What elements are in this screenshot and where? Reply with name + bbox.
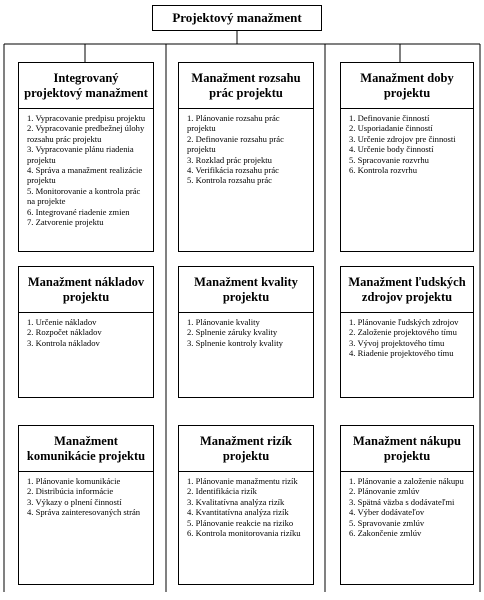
card-time-management	[340, 62, 474, 252]
list-item: 3. Splnenie kontroly kvality	[187, 337, 283, 348]
list-item: 1. Plánovanie kvality	[187, 317, 260, 327]
list-item: 1. Plánovanie manažmentu rizík	[187, 476, 298, 486]
card-title: Manažment kvality projektu	[179, 267, 313, 313]
list-item: 5. Plánovanie reakcie na riziko	[187, 517, 294, 528]
list-item: 6. Integrované riadenie zmien	[27, 206, 130, 217]
list-item: 6. Kontrola rozvrhu	[349, 165, 418, 176]
list-item: 3. Rozklad prác projektu	[187, 154, 272, 165]
card-cost-management	[18, 266, 154, 398]
list-item: 3. Spätná väzba s dodávateľmi	[349, 496, 455, 507]
card-scope-management	[178, 62, 314, 252]
list-item: 5. Monitorovanie a kontrola prác na projekte	[27, 185, 141, 207]
list-item: 1. Plánovanie rozsahu prác projektu	[187, 113, 280, 134]
list-item: 2. Distribúcia informácie	[27, 486, 114, 497]
card-items	[27, 476, 147, 518]
list-item: 4. Verifikácia rozsahu prác	[187, 165, 279, 176]
card-items	[187, 317, 307, 348]
card-integrated-management	[18, 62, 154, 252]
list-item: 5. Spravovanie zmlúv	[349, 517, 425, 528]
card-quality-management	[178, 266, 314, 398]
list-item: 7. Zatvorenie projektu	[27, 217, 104, 228]
list-item: 1. Plánovanie komunikácie	[27, 476, 121, 486]
card-procurement-management	[340, 425, 474, 585]
list-item: 2. Usporiadanie činností	[349, 123, 433, 134]
list-item: 4. Výber dodávateľov	[349, 507, 425, 518]
card-risk-management	[178, 425, 314, 585]
list-item: 2. Splnenie záruky kvality	[187, 327, 278, 338]
list-item: 4. Riadenie projektového tímu	[349, 348, 454, 359]
list-item: 2. Plánovanie zmlúv	[349, 486, 420, 497]
list-item: 6. Zakončenie zmlúv	[349, 528, 422, 539]
list-item: 5. Spracovanie rozvrhu	[349, 154, 429, 165]
list-item: 2. Rozpočet nákladov	[27, 327, 102, 338]
list-item: 1. Plánovanie a založenie nákupu	[349, 476, 464, 486]
list-item: 4. Určenie body činností	[349, 144, 434, 155]
list-item: 1. Definovanie činností	[349, 113, 430, 123]
list-item: 2. Vypracovanie predbežnej úlohy rozsahu prác projektu	[27, 123, 145, 144]
card-items	[27, 113, 147, 227]
list-item: 4. Správa zainteresovaných strán	[27, 507, 141, 518]
card-items	[187, 113, 307, 186]
root-node: Projektový manažment	[152, 5, 322, 31]
card-title: Manažment doby projektu	[341, 63, 473, 109]
list-item: 3. Kontrola nákladov	[27, 337, 100, 348]
list-item: 2. Identifikácia rizík	[187, 486, 257, 497]
list-item: 3. Vývoj projektového tímu	[349, 337, 445, 348]
card-human-resources-management	[340, 266, 474, 398]
card-items	[349, 476, 467, 538]
list-item: 4. Správa a manažment realizácie projektu	[27, 165, 143, 186]
list-item: 2. Založenie projektového tímu	[349, 327, 457, 338]
card-title: Manažment ľudských zdrojov projektu	[341, 267, 473, 313]
list-item: 6. Kontrola monitorovania rizíku	[187, 528, 301, 539]
card-items	[187, 476, 307, 538]
card-items	[349, 317, 467, 359]
card-communication-management	[18, 425, 154, 585]
list-item: 3. Kvalitatívna analýza rizík	[187, 496, 285, 507]
card-title: Manažment rizík projektu	[179, 426, 313, 472]
list-item: 5. Kontrola rozsahu prác	[187, 175, 272, 186]
card-title: Manažment komunikácie projektu	[19, 426, 153, 472]
card-title: Manažment nákladov projektu	[19, 267, 153, 313]
list-item: 4. Kvantitatívna analýza rizík	[187, 507, 289, 518]
list-item: 1. Určenie nákladov	[27, 317, 97, 327]
card-items	[27, 317, 147, 348]
card-title: Manažment nákupu projektu	[341, 426, 473, 472]
list-item: 3. Výkazy o plnení činností	[27, 496, 122, 507]
list-item: 2. Definovanie rozsahu prác projektu	[187, 133, 284, 155]
list-item: 1. Vypracovanie predpisu projektu	[27, 113, 146, 123]
card-items	[349, 113, 467, 175]
list-item: 3. Určenie zdrojov pre činnosti	[349, 133, 456, 144]
list-item: 3. Vypracovanie plánu riadenia projektu	[27, 144, 134, 165]
list-item: 1. Plánovanie ľudských zdrojov	[349, 317, 459, 327]
card-title: Integrovaný projektový manažment	[19, 63, 153, 109]
card-title: Manažment rozsahu prác projektu	[179, 63, 313, 109]
